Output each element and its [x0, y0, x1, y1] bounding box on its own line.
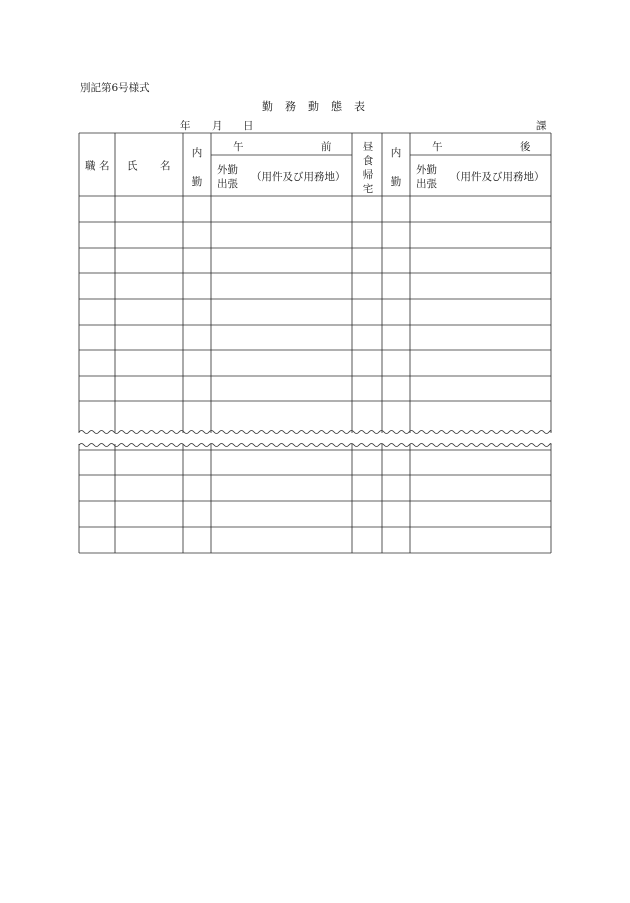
day-label: 日 [243, 120, 254, 132]
header-position-2: 名 [99, 160, 110, 172]
year-label: 年 [180, 120, 191, 132]
title-char: 動 [308, 100, 319, 113]
header-lunch-4: 宅 [362, 183, 374, 195]
header-pm-1: 午 [432, 141, 443, 153]
header-name-2: 名 [160, 160, 171, 172]
form-number: 別記第6号様式 [80, 82, 150, 94]
header-am-1: 午 [233, 141, 244, 153]
break-line-bottom [79, 444, 551, 447]
header-lunch-1: 昼 [362, 141, 374, 153]
header-am-inside-2: 勤 [191, 176, 203, 188]
title-char: 務 [285, 100, 296, 113]
month-label: 月 [212, 120, 223, 132]
header-position-1: 職 [85, 160, 96, 172]
header-pm-inside-1: 内 [390, 147, 402, 159]
header-pm-outside-2: 出張 [416, 178, 437, 190]
header-am-outside-1: 外勤 [217, 164, 238, 176]
header-lunch-3: 帰 [362, 169, 374, 181]
header-pm-note: （用件及び用務地） [450, 171, 545, 183]
title-char: 態 [331, 100, 342, 113]
header-am-inside-1: 内 [191, 147, 203, 159]
header-am-outside-2: 出張 [217, 178, 238, 190]
title-char: 表 [354, 100, 365, 113]
break-line-top [79, 431, 551, 434]
header-pm-inside-2: 勤 [390, 176, 402, 188]
header-pm-2: 後 [520, 141, 531, 153]
title-char: 勤 [262, 100, 273, 113]
header-lunch-2: 食 [362, 155, 374, 167]
header-name-1: 氏 [127, 160, 138, 172]
section-label: 課 [536, 120, 547, 132]
header-am-2: 前 [321, 141, 332, 153]
header-pm-outside-1: 外勤 [416, 164, 437, 176]
header-am-note: （用件及び用務地） [251, 171, 346, 183]
